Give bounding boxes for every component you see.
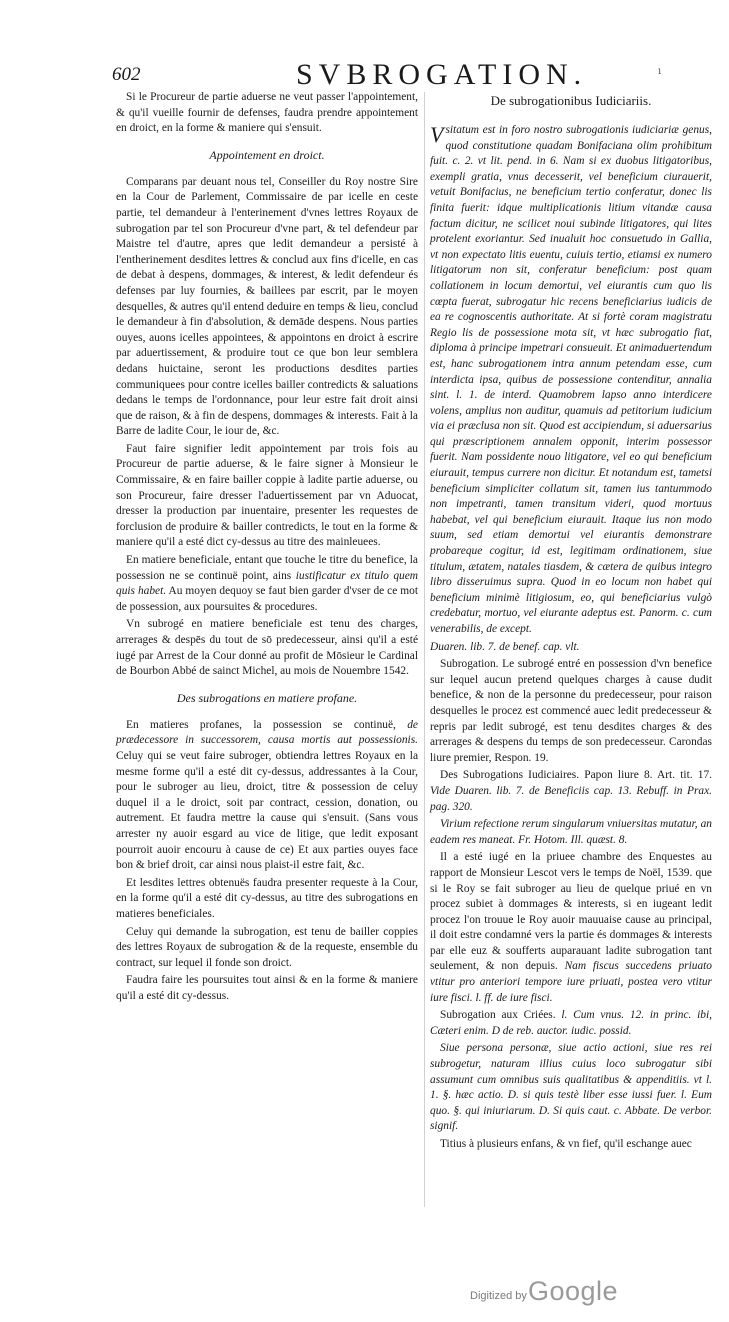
left-paragraph-2: Faut faire signifier ledit appointement par trois fois au Procureur de partie aduerse, & le faire signer à Monsieur le Commissaire, & en faire bailler coppie à ladite partie aduerse, ou son Procureur, faire dresser l'aduertissement par vn Aduocat, dresser la production par inuentaire, presenter les requestes de forclusion de produire & bailler contredicts, le tout en la forme & maniere qu'il a esté dict cy-dessus au titre des mainleuees. xyxy=(116,442,418,549)
left-paragraph-1: Comparans par deuant nous tel, Conseiller du Roy nostre Sire en la Cour de Parlement, Commissaire de par icelle en ceste partie, tel demandeur à l'enterinement d'vnes lettres Royaux de subrogation par tel son Procureur d'vne part, & tel defendeur par Maistre tel d'autre, apres que ledit demandeur a persisté à l'entherinement desdites lettres & conclud aux fins d'icelle, en cas de debat à despens, dommages, & interest, & ledit defendeur és defenses par luy fournies, & baillees par escrit, par le moyen desquelles, & autres qu'il entend deduire en temps & lieu, conclud le demandeur à fin d'absolution, & demāde despens. Nous parties ouyes, auons icelles appointees, & appointons en droict à escrire par aduertissement, & produire tout ce que bon leur semblera dedans huictaine, seront les productions desdites parties communiquees pour contre icelles bailler contredicts & saluations dedans le temps de l'ordonnance, pour leur estre fait droit ainsi que de raison, & à fin de despens, dommages & interests. Fait à la Barre de ladite Cour, le iour de, &c. xyxy=(116,175,418,438)
digitized-by-label: Digitized by xyxy=(470,1290,527,1302)
right-paragraph-3: Virium refectione rerum singularum vniuersitas mutatur, an eadem res maneat. Fr. Hotom. Ill. quæst. 8. xyxy=(430,818,712,846)
right-paragraph-1: Subrogation. Le subrogé entré en possession d'vn benefice sur lequel aucun pretend quelques charges à cause dudit benefice, & non de la personne du predecesseur, pour raison desquelles le procez est commencé auec ledit predecesseur & repris par ledit subrogé, est tenu desdites charges & des arrerages & despens du temps de son predecesseur. Carondas liure premier, Respon. 19. xyxy=(430,658,712,764)
section-heading-profane: Des subrogations en matiere profane. xyxy=(176,690,358,705)
right-latin-citation: Duaren. lib. 7. de benef. cap. vlt. xyxy=(430,640,580,653)
left-paragraph-7: Celuy qui demande la subrogation, est tenu de bailler coppies des lettres Royaux de subrogation & de la requeste, ensemble du contract, sur lequel il fonde son droict. xyxy=(116,925,418,969)
right-column xyxy=(430,90,712,1155)
google-logo: Google xyxy=(528,1276,619,1306)
left-intro: Si le Procureur de partie aduerse ne veut passer l'appointement, & qu'il vueille fournir de defenses, faudra prendre appointement en droict, en la forme & maniere qui s'ensuit. xyxy=(116,91,418,135)
right-paragraph-6: Siue persona personæ, siue actio actioni, siue res rei subrogetur, naturam illius cuius loco subrogatur sibi assumunt cum omnibus suis qualitatibus & appenditiis. vt l. 1. §. hæc actio. D. si quis testè liber esse iussi fuer. l. Eum quo. §. qui iniuriarum. D. Si quis caut. c. Abbate. De verbor. signif. xyxy=(430,1042,712,1133)
section-heading-appointement: Appointement en droict. xyxy=(209,147,325,162)
section-heading-iudiciariis: De subrogationibus Iudiciariis. xyxy=(490,93,652,108)
left-paragraph-5: En matieres profanes, la possession se continuë, de prædecessore in successorem, causa mortis aut possessionis. Celuy qui se veut faire subroger, obtiendra lettres Royaux en la mesme forme qu'il a esté dit cy-dessus, addressantes à la Cour, pour le subroger au lieu, droict, titre & possession de celuy duquel il a le droict, soit par contract, cession, donation, ou autrement. Et faudra mettre la cause qui s'ensuit. (Sans vous arrester ny auoir esgard au vice de litige, que ledit exposant pourroit auoir encouru à cause de ce) Et aux parties ouyes face bon & brief droit, car ainsi nous plaist-il estre fait, &c. xyxy=(116,718,418,872)
right-paragraph-4: Il a esté iugé en la priuee chambre des Enquestes au rapport de Monsieur Lescot vers le temps de Noël, 1539. que si le Roy se fait subroger au lieu de quelque priué en vn procez subiet à dommages & interests, si en iugeant ledit procez l'on trouue le Roy auoir mauuaise cause au principal, il doit estre condamné vers la partie és dommages & interests par elle euz & soufferts auparauant ladite subrogation tant seulement, & non depuis. Nam fiscus succedens priuato vtitur pro anteriori tempore iure priuati, postea vero vtitur iure fisci. l. ff. de iure fisci. xyxy=(430,851,712,1004)
left-paragraph-6: Et lesdites lettres obtenuës faudra presenter requeste à la Cour, en la forme qu'il a esté dit cy-dessus, au titre des subrogations en matieres beneficiales. xyxy=(116,876,418,920)
column-divider xyxy=(424,92,425,1207)
digitized-credit xyxy=(470,1276,720,1316)
left-paragraph-4: Vn subrogé en matiere beneficiale est tenu des charges, arrerages & despēs du tout de sō predecesseur, ainsi qu'il a esté iugé par Arrest de la Cour donné au profit de Mōsieur le Cardinal de Bourbon Abbé de sainct Michel, au mois de Nouembre 1542. xyxy=(116,618,418,678)
right-latin-passage: Vsitatum est in foro nostro subrogationis iudiciariæ genus, quod constitutione quadam Bonifaciana olim prohibitum fuit. c. 2. vt lit. pend. in 6. Nam si ex duobus litigatoribus, exempli gratia, vnus decesserit, vel beneficium ciurauerit, vetuit Bonifacius, ne beneficium tertio conferatur, donec lis finita fuerit: idque multiplicationis litium vitandæ causa factum dicitur, ne scilicet noui subinde litigatores, qui lites protelent exoriantur. Sed inualuit hoc consuetudo in Gallia, vt non expectato litis euentu, cuiuis tertio, etiamsi ex numero litigatorum non sit, conferatur beneficium: post quam collationem in locum demortui, vel eiurantis cum quo lis cœpta fuerat, subrogatur hic recens beneficiarius iudicis de ea re cognoscentis authoritate. At si fortè coram magistratu Regio lis de possessione mota sit, vt hæc subrogatio fiat, diploma à principe impetrari consueuit. Et animaduertendum est, hanc subrogationem intra annum petendam esse, cum interdicta ipsa, quibus de possessione contenditur, annalia sint. l. 1. de interd. Quamobrem lapso anno interdicere volens, amplius non auditur, quamuis ad petitorium iudicium via ei præclusa non sit. Quod est accipiendum, si aduersarius qui præscriptionem annalem opponit, interim possessor fuerit. Nam possidente nouo litigatore, vel eo qui beneficium eiurauit, tempus currere non dicitur. Et notandum est, tametsi beneficium simpliciter collatum sit, tamen ius tantummodo non impetranti, tamen transitum videri, quod mortuus habebat, vel qui beneficium eiurauit. Itaque ius non modo suum, sed etiam demortui vel eiurantis demonstrare probareque cogitur, id est, legitimam ordinationem, siue titulum, ætatem, natales tiasdem, & cætera de quibus integro libro disseruimus supra. Quod in eo locum non habet qui beneficium minimè litigiosum, eo, qui beneficiarius vulgò credebatur, mortuo, vel eiurante adeptus est. Panorm. c. cum venerabilis, de except. xyxy=(430,122,712,635)
running-title: SVBROGATION. xyxy=(296,58,588,91)
left-paragraph-3: En matiere beneficiale, entant que touche le titre du benefice, la possession ne se continuë point, ains iustificatur ex titulo quem quis habet. Au moyen dequoy se faut bien garder d'vser de ce mot de possession, aux poursuites & procedures. xyxy=(116,554,418,613)
drop-cap: V xyxy=(430,122,444,147)
right-paragraph-5: Subrogation aux Criées. l. Cum vnus. 12. in princ. ibi, Cæteri enim. D de reb. auctor. iudic. possid. xyxy=(430,1009,712,1037)
right-paragraph-7: Titius à plusieurs enfans, & vn fief, qu'il eschange auec xyxy=(440,1138,692,1150)
page-number: 602 xyxy=(112,64,141,85)
right-paragraph-2: Des Subrogations Iudiciaires. Papon liure 8. Art. tit. 17. Vide Duaren. lib. 7. de Beneficiis cap. 13. Rebuff. in Prax. pag. 320. xyxy=(430,769,712,813)
left-column xyxy=(116,90,418,1006)
left-paragraph-8: Faudra faire les poursuites tout ainsi & en la forme & maniere qu'il a esté dit cy-dessus. xyxy=(116,974,418,1002)
margin-mark: ı xyxy=(658,66,662,77)
